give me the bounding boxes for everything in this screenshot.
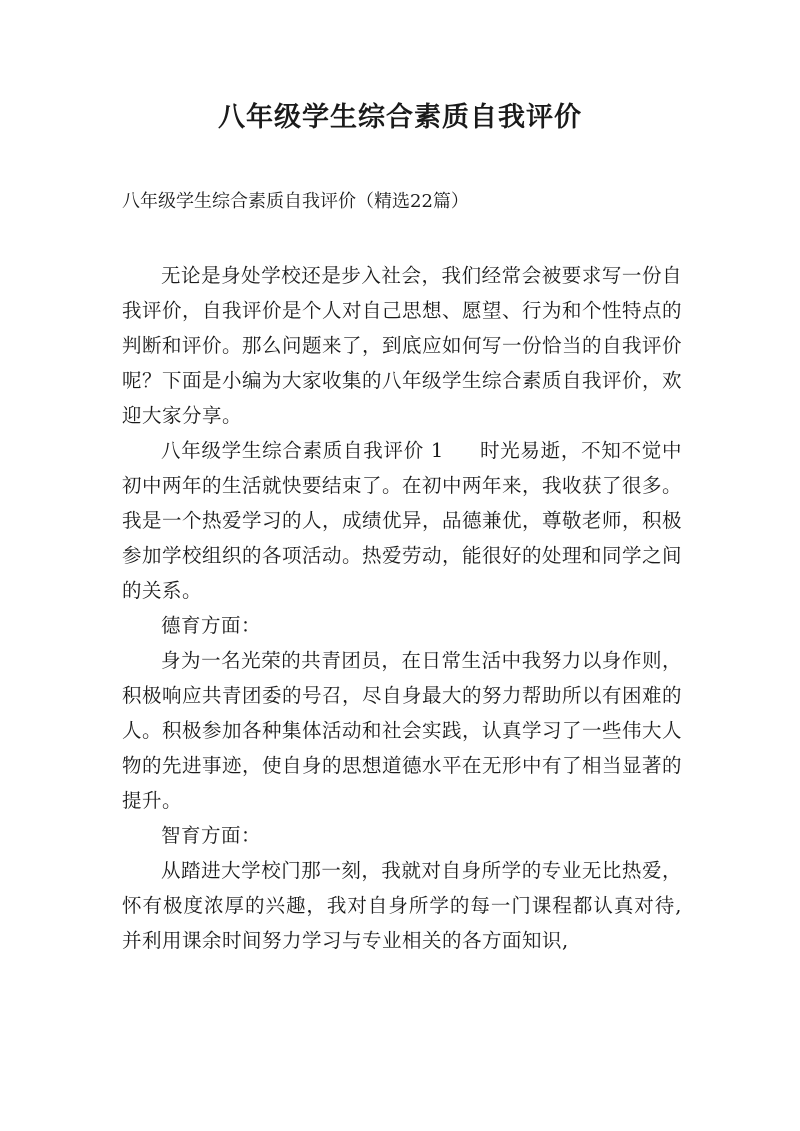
essay-1-paragraph <box>122 433 682 608</box>
document-subtitle: 八年级学生综合素质自我评价（精选22篇） <box>122 191 469 212</box>
intellectual-education-heading: 智育方面： <box>161 824 262 847</box>
document-body <box>122 258 682 958</box>
essay-1-opening: 时光易逝，不知不觉中初中两年的生活就快要结束了。在初中两年来，我收获了很多。我是一个热爱学习的人，成绩优异，品德兼优，尊敬老师，积极参加学校组织的各项活动。热爱劳动，能很好的处理和同学之间的关系。 <box>122 439 683 602</box>
document-title: 八年级学生综合素质自我评价 <box>218 102 582 133</box>
moral-education-heading: 德育方面： <box>161 614 262 637</box>
intellectual-education-paragraph: 从踏进大学校门那一刻，我就对自身所学的专业无比热爱，怀有极度浓厚的兴趣，我对自身所学的每一门课程都认真对待,并利用课余时间努力学习与专业相关的各方面知识, <box>122 859 682 952</box>
moral-education-paragraph: 身为一名光荣的共青团员，在日常生活中我努力以身作则，积极响应共青团委的号召，尽自身最大的努力帮助所以有困难的人。积极参加各种集体活动和社会实践，认真学习了一些伟大人物的先进事迹，使自身的思想道德水平在无形中有了相当显著的提升。 <box>122 649 683 812</box>
intro-paragraph: 无论是身处学校还是步入社会，我们经常会被要求写一份自我评价，自我评价是个人对自己思想、愿望、行为和个性特点的判断和评价。那么问题来了，到底应如何写一份恰当的自我评价呢？下面是小编为大家收集的八年级学生综合素质自我评价，欢迎大家分享。 <box>122 264 683 427</box>
essay-1-title: 八年级学生综合素质自我评价 1 <box>161 439 444 462</box>
